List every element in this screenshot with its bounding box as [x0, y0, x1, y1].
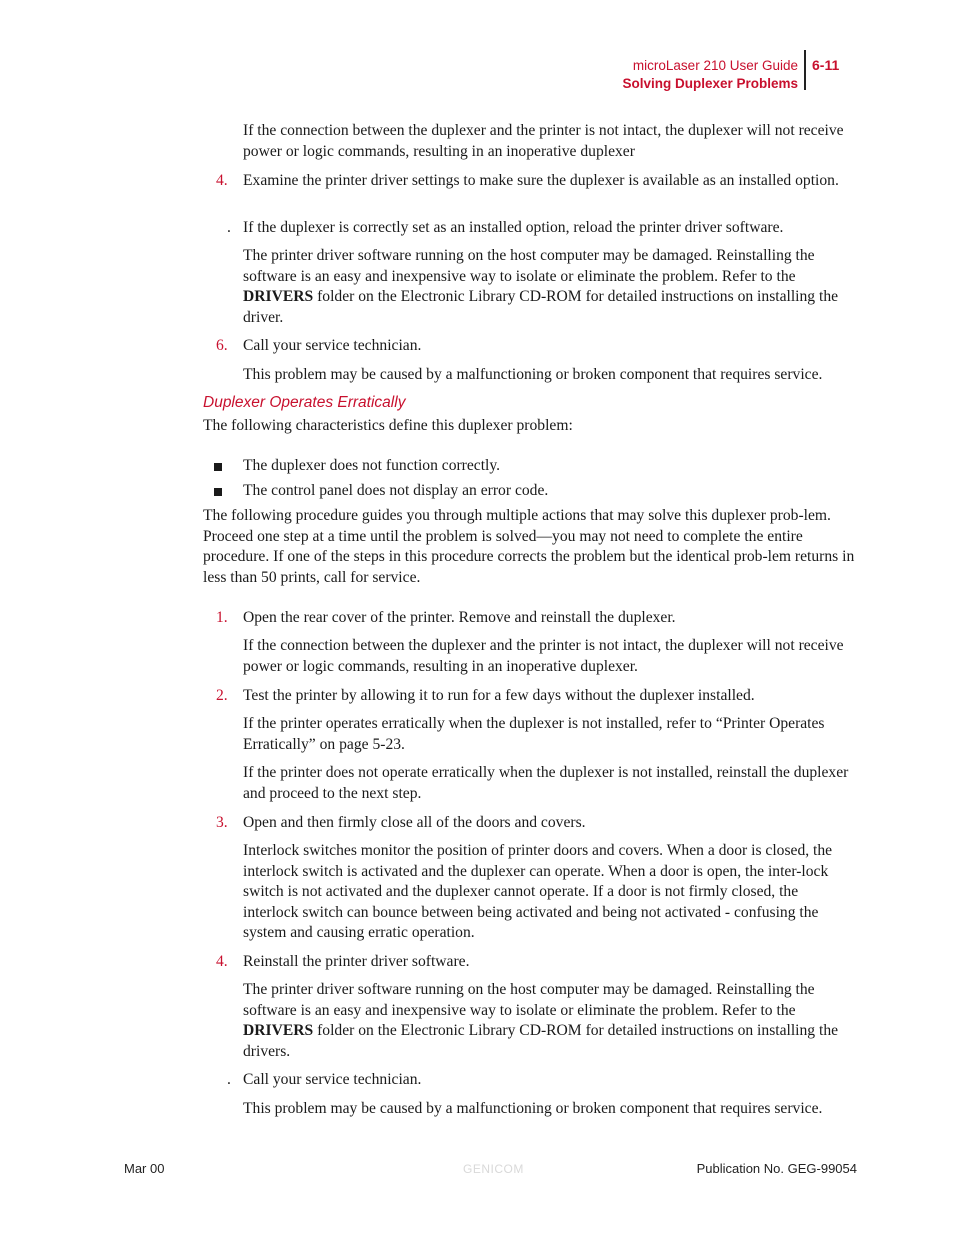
text-run: folder on the Electronic Library CD-ROM for detailed instructions on installing the driver.: [243, 288, 839, 326]
step-number: 2.: [216, 687, 228, 704]
paragraph: If the printer operates erratically when the duplexer is not installed, refer to “Printer Operates Erratically” on page 5-23.: [243, 715, 825, 753]
step-number: .: [227, 1071, 231, 1088]
paragraph: [243, 980, 857, 1062]
text-run: folder on the Electronic Library CD-ROM for detailed instructions on installing the drivers.: [243, 1022, 839, 1060]
step-text: Examine the printer driver settings to make sure the duplexer is available as an installed option.: [243, 172, 839, 189]
step-text: Open the rear cover of the printer. Remove and reinstall the duplexer.: [243, 609, 676, 626]
step-number: .: [227, 219, 231, 236]
guide-title: microLaser 210 User Guide: [632, 58, 798, 73]
list-item: The control panel does not display an error code.: [243, 482, 549, 499]
list-item: The duplexer does not function correctly.: [243, 457, 501, 474]
step-text: Call your service technician.: [243, 337, 422, 354]
paragraph: [243, 246, 857, 328]
text-run: The printer driver software running on the host computer may be damaged. Reinstalling the software is an easy and inexpensive way to isolate or eliminate the problem. Refer to the: [243, 981, 815, 1019]
header-divider: [804, 50, 806, 90]
paragraph: This problem may be caused by a malfunctioning or broken component that requires service.: [243, 366, 823, 383]
paragraph: If the printer does not operate erratically when the duplexer is not installed, reinstall the duplexer and proceed to the next step.: [243, 764, 849, 802]
step-number: 6.: [216, 337, 228, 354]
running-header: [622, 57, 798, 93]
paragraph: The following procedure guides you through multiple actions that may solve this duplexer prob-lem. Proceed one step at a time until the problem is solved—you may not need to complete the entire procedure. If one of the steps in this procedure corrects the problem but the identical prob-lem returns in less than 50 prints, call for service.: [203, 507, 855, 586]
drivers-folder-name: DRIVERS: [243, 288, 314, 305]
step-text: If the duplexer is correctly set as an installed option, reload the printer driver software.: [243, 219, 784, 236]
paragraph: If the connection between the duplexer and the printer is not intact, the duplexer will not receive power or logic commands, resulting in an inoperative duplexer: [243, 122, 844, 160]
step-text: Open and then firmly close all of the doors and covers.: [243, 814, 586, 831]
page-number: 6-11: [812, 57, 840, 73]
footer-date: Mar 00: [124, 1161, 165, 1176]
paragraph: This problem may be caused by a malfunctioning or broken component that requires service.: [243, 1100, 823, 1117]
paragraph: The following characteristics define this duplexer problem:: [203, 417, 573, 434]
step-text: Call your service technician.: [243, 1071, 422, 1088]
section-title: Solving Duplexer Problems: [622, 76, 798, 91]
paragraph: If the connection between the duplexer and the printer is not intact, the duplexer will not receive power or logic commands, resulting in an inoperative duplexer.: [243, 637, 844, 675]
step-number: 3.: [216, 814, 228, 831]
section-heading: Duplexer Operates Erratically: [203, 394, 406, 411]
step-number: 4.: [216, 172, 228, 189]
step-number: 1.: [216, 609, 228, 626]
footer-publication: Publication No. GEG-99054: [696, 1161, 857, 1176]
footer-brand-watermark: GENICOM: [463, 1162, 524, 1176]
paragraph: Interlock switches monitor the position of printer doors and covers. When a door is closed, the interlock switch is activated and the duplexer can operate. When a door is open, the inter-lock switch is not activated and the duplexer cannot operate. If a door is not firmly closed, the interlock switch can bounce between being activated and being not activated - confusing the system and causing erratic operation.: [243, 842, 833, 941]
text-run: The printer driver software running on the host computer may be damaged. Reinstalling the software is an easy and inexpensive way to isolate or eliminate the problem. Refer to the: [243, 247, 815, 285]
step-text: Test the printer by allowing it to run for a few days without the duplexer installed.: [243, 687, 755, 704]
step-text: Reinstall the printer driver software.: [243, 953, 470, 970]
bullet-marker: [214, 488, 222, 496]
bullet-marker: [214, 463, 222, 471]
drivers-folder-name: DRIVERS: [243, 1022, 314, 1039]
step-number: 4.: [216, 953, 228, 970]
